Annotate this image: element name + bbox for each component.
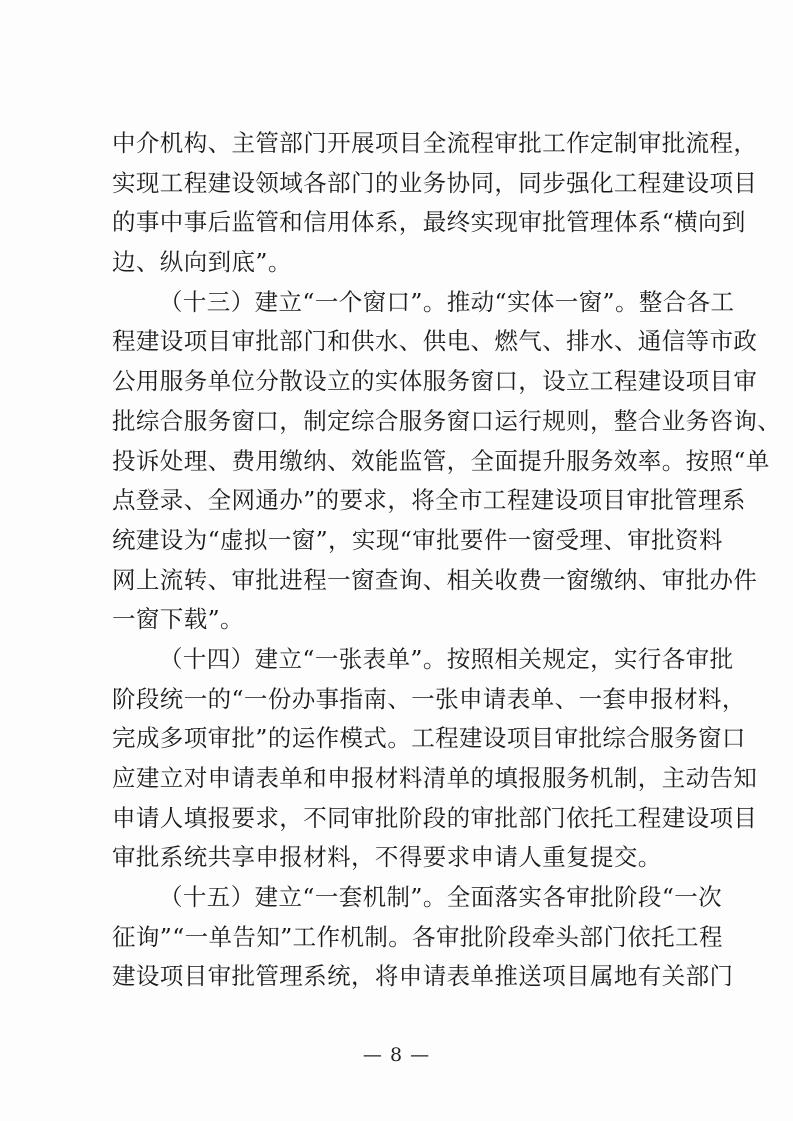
text-line: 程建设项目审批部门和供水、供电、燃气、排水、通信等市政	[112, 327, 758, 356]
paragraph-p-14	[112, 640, 758, 878]
text-line: 的事中事后监管和信用体系，最终实现审批管理体系“横向到	[112, 208, 746, 237]
text-line: 点登录、全网通办”的要求，将全市工程建设项目审批管理系	[112, 486, 746, 515]
text-line: 建设项目审批管理系统，将申请表单推送项目属地有关部门	[112, 962, 734, 991]
text-line: 统建设为“虚拟一窗”，实现“审批要件一窗受理、审批资料	[112, 525, 723, 554]
text-line: 完成多项审批”的运作模式。工程建设项目审批综合服务窗口	[112, 724, 746, 753]
text-line: 边、纵向到底”。	[112, 248, 292, 277]
text-line: 阶段统一的“一份办事指南、一张申请表单、一套申报材料，	[112, 684, 746, 713]
text-line: 应建立对申请表单和申报材料清单的填报服务机制，主动告知	[112, 764, 758, 792]
text-line: 投诉处理、费用缴纳、效能监管，全面提升服务效率。按照“单	[112, 446, 770, 475]
paragraph-p-15	[112, 878, 734, 997]
text-line: （十四）建立“一张表单”。按照相关规定，实行各审批	[159, 644, 734, 673]
document-body	[112, 124, 782, 997]
text-line: 公用服务单位分散设立的实体服务窗口，设立工程建设项目审	[112, 367, 758, 396]
page-number: — 8 —	[362, 1044, 431, 1066]
text-line: 批综合服务窗口，制定综合服务窗口运行规则，整合业务咨询、	[112, 406, 782, 435]
text-line: 审批系统共享申报材料，不得要求申请人重复提交。	[112, 843, 662, 872]
text-line: （十五）建立“一套机制”。全面落实各审批阶段“一次	[159, 883, 723, 912]
text-line: 申请人填报要求，不同审批阶段的审批部门依托工程建设项目	[112, 803, 758, 832]
text-line: 一窗下载”。	[112, 605, 244, 634]
text-line: 征询”“一单告知”工作机制。各审批阶段牵头部门依托工程	[112, 922, 723, 951]
text-line: （十三）建立“一个窗口”。推动“实体一窗”。整合各工	[159, 287, 735, 316]
text-line: 中介机构、主管部门开展项目全流程审批工作定制审批流程，	[112, 129, 758, 157]
text-line: 实现工程建设领域各部门的业务协同，同步强化工程建设项目	[112, 168, 758, 197]
text-line: 网上流转、审批进程一窗查询、相关收费一窗缴纳、审批办件	[112, 565, 758, 594]
paragraph-p-13	[112, 283, 782, 640]
paragraph-p-continuation	[112, 124, 758, 283]
